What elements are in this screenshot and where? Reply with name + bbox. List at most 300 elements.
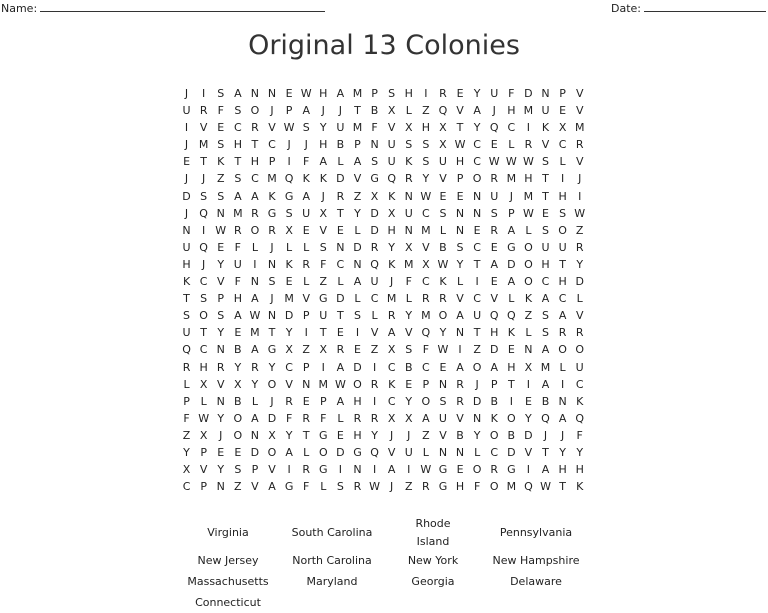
grid-letter: Q — [489, 121, 499, 135]
grid-letter: S — [490, 206, 498, 220]
grid-letter: B — [234, 394, 242, 408]
grid-letter: I — [253, 257, 257, 271]
grid-letter: V — [405, 326, 413, 340]
grid-letter: N — [404, 223, 413, 237]
grid-letter: W — [540, 480, 551, 494]
grid-letter: F — [303, 480, 310, 494]
grid-letter: V — [199, 463, 208, 477]
grid-letter: R — [285, 394, 293, 408]
grid-letter: I — [526, 377, 531, 391]
grid-letter: A — [251, 343, 259, 357]
grid-letter: Y — [473, 428, 481, 442]
grid-letter: O — [489, 428, 499, 442]
grid-letter: Q — [284, 172, 294, 186]
grid-letter: V — [524, 445, 533, 459]
grid-letter: N — [216, 480, 225, 494]
grid-letter: F — [422, 343, 430, 357]
grid-letter: Z — [422, 428, 430, 442]
grid-letter: N — [524, 343, 533, 357]
grid-letter: U — [182, 104, 191, 118]
grid-letter: W — [522, 206, 534, 220]
grid-letter: F — [576, 428, 583, 442]
grid-letter: J — [270, 292, 274, 306]
grid-letter: S — [200, 189, 208, 203]
grid-letter: R — [490, 172, 499, 186]
grid-letter: T — [473, 257, 481, 271]
grid-letter: O — [267, 377, 277, 391]
grid-letter: Z — [319, 275, 328, 289]
grid-letter: Y — [251, 377, 259, 391]
grid-letter: K — [576, 480, 584, 494]
grid-letter: R — [336, 343, 345, 357]
grid-letter: P — [302, 309, 310, 323]
grid-letter: O — [438, 309, 448, 323]
grid-letter: G — [507, 463, 516, 477]
name-field[interactable] — [1, 2, 325, 15]
grid-letter: N — [455, 223, 465, 237]
grid-letter: A — [336, 394, 345, 408]
grid-letter: J — [509, 189, 513, 203]
grid-letter: U — [182, 240, 191, 254]
grid-letter: A — [490, 257, 498, 271]
grid-letter: U — [319, 309, 328, 323]
grid-letter: O — [421, 394, 431, 408]
grid-letter: D — [370, 206, 379, 220]
grid-letter: A — [558, 309, 567, 323]
grid-letter: N — [250, 87, 260, 100]
grid-letter: T — [354, 104, 361, 118]
grid-letter: D — [336, 445, 345, 459]
grid-letter: E — [336, 326, 344, 340]
grid-letter: I — [372, 394, 377, 408]
grid-letter: J — [407, 428, 411, 442]
grid-letter: N — [250, 275, 260, 289]
grid-letter: J — [321, 104, 325, 118]
grid-letter: O — [472, 463, 482, 477]
grid-letter: R — [456, 394, 464, 408]
grid-letter: E — [524, 394, 532, 408]
grid-letter: D — [489, 343, 499, 357]
grid-letter: Y — [217, 411, 225, 425]
grid-letter: L — [576, 292, 583, 306]
grid-letter: E — [490, 240, 498, 254]
grid-letter: B — [490, 394, 498, 408]
grid-letter: N — [353, 463, 362, 477]
grid-letter: E — [542, 206, 549, 220]
grid-letter: S — [234, 172, 242, 186]
grid-letter: H — [524, 172, 533, 186]
grid-letter: R — [439, 292, 447, 306]
word-search-grid — [178, 85, 588, 495]
grid-letter: T — [200, 326, 207, 340]
grid-letter: I — [372, 360, 377, 374]
date-line[interactable] — [644, 11, 766, 12]
grid-letter: C — [268, 138, 276, 152]
grid-letter: Z — [234, 480, 242, 494]
grid-letter: A — [490, 360, 498, 374]
grid-letter: P — [183, 394, 190, 408]
grid-letter: O — [524, 240, 533, 254]
grid-letter: I — [202, 223, 206, 237]
grid-letter: U — [473, 309, 482, 323]
grid-letter: P — [200, 480, 207, 494]
grid-letter: E — [559, 104, 567, 118]
grid-letter: C — [422, 275, 430, 289]
grid-letter: X — [439, 138, 447, 152]
grid-letter: B — [541, 394, 550, 408]
grid-letter: P — [559, 87, 566, 100]
grid-letter: I — [526, 463, 531, 477]
grid-letter: T — [507, 377, 515, 391]
grid-letter: N — [302, 377, 311, 391]
grid-letter: A — [541, 463, 550, 477]
grid-letter: U — [490, 189, 499, 203]
grid-letter: K — [268, 189, 276, 203]
grid-letter: A — [234, 87, 242, 100]
grid-letter: E — [234, 326, 242, 340]
grid-letter: E — [285, 87, 293, 100]
grid-letter: Y — [371, 428, 378, 442]
word-bank-item: Delaware — [510, 575, 562, 588]
grid-letter: I — [304, 326, 308, 340]
grid-letter: E — [217, 121, 225, 135]
grid-letter: A — [473, 104, 481, 118]
grid-letter: X — [182, 463, 191, 477]
word-bank-item: New York — [407, 554, 459, 567]
grid-letter: A — [507, 223, 516, 237]
grid-letter: D — [250, 445, 260, 459]
grid-letter: E — [336, 428, 344, 442]
grid-letter: E — [456, 87, 464, 100]
grid-letter: I — [338, 463, 343, 477]
grid-letter: P — [422, 377, 430, 391]
grid-letter: M — [284, 292, 294, 306]
grid-letter: U — [336, 121, 345, 135]
grid-letter: Z — [370, 343, 379, 357]
grid-letter: A — [336, 87, 345, 100]
grid-letter: M — [267, 172, 277, 186]
grid-letter: D — [284, 309, 294, 323]
grid-letter: J — [578, 172, 582, 186]
grid-letter: L — [559, 360, 566, 374]
grid-letter: W — [334, 377, 346, 391]
grid-letter: N — [455, 326, 465, 340]
grid-letter: J — [321, 189, 325, 203]
grid-letter: M — [421, 309, 431, 323]
grid-letter: P — [217, 292, 225, 306]
grid-letter: X — [370, 189, 379, 203]
grid-letter: C — [422, 360, 430, 374]
grid-letter: A — [507, 275, 516, 289]
grid-letter: N — [267, 87, 277, 100]
grid-letter: Q — [370, 257, 379, 271]
grid-letter: L — [354, 292, 361, 306]
grid-letter: Q — [370, 445, 379, 459]
grid-letter: H — [490, 326, 499, 340]
grid-letter: V — [216, 377, 225, 391]
grid-letter: R — [353, 411, 362, 425]
grid-letter: C — [473, 138, 481, 152]
grid-letter: P — [319, 394, 327, 408]
grid-letter: S — [542, 309, 549, 323]
grid-letter: S — [319, 240, 327, 254]
grid-letter: E — [439, 360, 447, 374]
word-bank-item: Connecticut — [195, 596, 261, 609]
grid-letter: S — [542, 155, 549, 169]
grid-letter: N — [541, 87, 550, 100]
grid-letter: J — [184, 138, 189, 152]
grid-letter: C — [473, 155, 481, 169]
grid-letter: V — [285, 377, 293, 391]
date-field[interactable] — [611, 2, 766, 15]
grid-letter: R — [234, 223, 242, 237]
grid-letter: A — [353, 155, 362, 169]
grid-letter: K — [319, 172, 327, 186]
grid-letter: S — [268, 275, 276, 289]
grid-letter: N — [216, 394, 225, 408]
word-bank-item: Massachusetts — [187, 575, 269, 588]
grid-letter: R — [490, 463, 499, 477]
grid-letter: C — [422, 206, 430, 220]
grid-letter: K — [388, 377, 396, 391]
grid-letter: S — [336, 480, 344, 494]
grid-letter: G — [319, 292, 328, 306]
grid-letter: O — [199, 309, 208, 323]
grid-letter: W — [420, 189, 432, 203]
grid-letter: N — [336, 240, 345, 254]
grid-letter: E — [490, 275, 498, 289]
grid-letter: R — [439, 87, 447, 100]
grid-letter: Q — [387, 172, 396, 186]
grid-letter: X — [404, 121, 413, 135]
grid-letter: H — [558, 463, 567, 477]
grid-letter: G — [319, 463, 328, 477]
grid-letter: T — [268, 326, 276, 340]
grid-letter: E — [507, 343, 515, 357]
grid-letter: P — [251, 463, 259, 477]
name-line[interactable] — [40, 11, 325, 12]
grid-letter: X — [319, 206, 328, 220]
grid-letter: F — [183, 411, 190, 425]
grid-letter: K — [507, 326, 515, 340]
grid-letter: G — [319, 428, 328, 442]
grid-letter: A — [456, 360, 464, 374]
grid-letter: M — [404, 257, 414, 271]
grid-letter: V — [575, 309, 584, 323]
grid-letter: A — [541, 377, 550, 391]
grid-letter: R — [370, 240, 379, 254]
grid-letter: O — [524, 257, 533, 271]
grid-letter: I — [560, 172, 565, 186]
grid-letter: X — [387, 411, 396, 425]
grid-letter: R — [456, 377, 464, 391]
grid-letter: G — [438, 480, 448, 494]
grid-letter: E — [405, 377, 413, 391]
grid-letter: U — [541, 104, 550, 118]
grid-letter: I — [287, 155, 291, 169]
grid-letter: J — [219, 428, 223, 442]
grid-letter: X — [199, 377, 208, 391]
grid-letter: E — [473, 223, 481, 237]
grid-letter: I — [202, 87, 206, 100]
grid-letter: D — [182, 189, 191, 203]
grid-letter: H — [199, 360, 208, 374]
grid-letter: A — [251, 411, 259, 425]
grid-letter: R — [251, 121, 259, 135]
grid-letter: K — [405, 155, 413, 169]
grid-letter: Z — [302, 343, 310, 357]
grid-letter: C — [182, 480, 191, 494]
grid-letter: F — [320, 411, 327, 425]
grid-letter: Z — [404, 480, 413, 494]
grid-letter: C — [199, 343, 208, 357]
grid-letter: J — [270, 394, 274, 408]
grid-letter: M — [523, 189, 534, 203]
grid-letter: B — [336, 138, 345, 152]
grid-letter: Y — [217, 257, 225, 271]
grid-letter: L — [422, 445, 429, 459]
grid-letter: N — [353, 257, 362, 271]
grid-letter: X — [387, 343, 396, 357]
grid-letter: M — [318, 377, 329, 391]
grid-letter: W — [574, 206, 586, 220]
grid-letter: R — [524, 138, 533, 152]
grid-letter: H — [558, 189, 567, 203]
grid-letter: I — [372, 463, 377, 477]
grid-letter: F — [285, 411, 293, 425]
grid-letter: P — [302, 360, 310, 374]
grid-letter: A — [302, 104, 310, 118]
grid-letter: H — [507, 104, 516, 118]
grid-letter: Y — [473, 121, 481, 135]
grid-letter: I — [509, 394, 513, 408]
grid-letter: F — [234, 275, 241, 289]
grid-letter: N — [438, 377, 448, 391]
grid-letter: H — [541, 257, 550, 271]
grid-letter: M — [352, 121, 363, 135]
grid-letter: I — [475, 275, 479, 289]
grid-letter: J — [270, 104, 274, 118]
grid-letter: D — [336, 292, 345, 306]
grid-letter: C — [336, 257, 345, 271]
grid-letter: J — [543, 428, 548, 442]
grid-letter: S — [439, 206, 447, 220]
grid-letter: F — [320, 257, 327, 271]
word-bank-item: Rhode Island — [415, 517, 451, 548]
grid-letter: U — [438, 411, 447, 425]
grid-letter: W — [283, 121, 295, 135]
grid-letter: T — [337, 206, 344, 220]
grid-letter: U — [575, 360, 584, 374]
grid-letter: R — [251, 206, 259, 220]
grid-letter: P — [285, 104, 293, 118]
grid-letter: K — [388, 189, 396, 203]
grid-letter: I — [424, 87, 428, 100]
grid-letter: L — [337, 411, 344, 425]
grid-letter: R — [336, 189, 345, 203]
grid-letter: L — [320, 480, 327, 494]
grid-letter: E — [217, 240, 225, 254]
grid-letter: V — [387, 121, 396, 135]
grid-letter: U — [387, 138, 396, 152]
grid-letter: L — [183, 377, 190, 391]
grid-letter: O — [353, 377, 362, 391]
grid-letter: Y — [183, 445, 190, 459]
grid-letter: Z — [575, 223, 584, 237]
grid-letter: X — [404, 411, 413, 425]
grid-letter: X — [319, 343, 328, 357]
grid-letter: B — [507, 428, 516, 442]
grid-letter: K — [217, 155, 225, 169]
grid-letter: K — [524, 292, 533, 306]
grid-letter: X — [387, 104, 396, 118]
grid-letter: S — [456, 240, 464, 254]
grid-letter: Q — [524, 480, 533, 494]
grid-letter: A — [422, 411, 430, 425]
grid-letter: S — [217, 309, 225, 323]
grid-letter: E — [456, 463, 464, 477]
grid-letter: F — [371, 121, 378, 135]
grid-letter: E — [439, 189, 447, 203]
grid-letter: S — [353, 309, 361, 323]
grid-letter: U — [490, 87, 499, 100]
grid-letter: C — [558, 138, 567, 152]
grid-letter: J — [184, 206, 189, 220]
grid-letter: P — [456, 172, 464, 186]
grid-letter: J — [202, 172, 206, 186]
grid-letter: M — [523, 104, 534, 118]
grid-letter: Z — [216, 172, 225, 186]
grid-letter: I — [578, 189, 582, 203]
grid-letter: C — [199, 275, 208, 289]
grid-letter: E — [285, 275, 293, 289]
grid-letter: J — [287, 138, 291, 152]
grid-letter: R — [268, 223, 276, 237]
grid-letter: I — [184, 121, 189, 135]
grid-letter: M — [540, 360, 551, 374]
grid-letter: R — [490, 223, 499, 237]
grid-letter: X — [234, 377, 242, 391]
grid-letter: M — [198, 138, 209, 152]
grid-letter: O — [558, 343, 567, 357]
grid-letter: M — [421, 223, 431, 237]
grid-letter: S — [285, 206, 293, 220]
grid-letter: M — [233, 206, 243, 220]
grid-letter: S — [217, 189, 225, 203]
grid-letter: A — [541, 292, 550, 306]
grid-letter: L — [508, 292, 515, 306]
grid-letter: X — [404, 240, 413, 254]
grid-letter: O — [318, 445, 328, 459]
grid-letter: W — [369, 480, 381, 494]
grid-letter: N — [473, 411, 482, 425]
grid-letter: A — [456, 309, 464, 323]
grid-letter: P — [200, 445, 207, 459]
grid-letter: W — [505, 155, 517, 169]
grid-letter: T — [251, 138, 259, 152]
grid-letter: Y — [319, 121, 327, 135]
grid-letter: X — [422, 257, 430, 271]
page-title: Original 13 Colonies — [248, 30, 520, 61]
grid-letter: A — [336, 360, 345, 374]
grid-letter: T — [473, 326, 481, 340]
grid-letter: K — [541, 121, 550, 135]
grid-letter: A — [234, 309, 242, 323]
grid-letter: W — [454, 138, 466, 152]
grid-letter: W — [437, 257, 449, 271]
grid-letter: E — [456, 189, 464, 203]
grid-letter: K — [302, 172, 310, 186]
